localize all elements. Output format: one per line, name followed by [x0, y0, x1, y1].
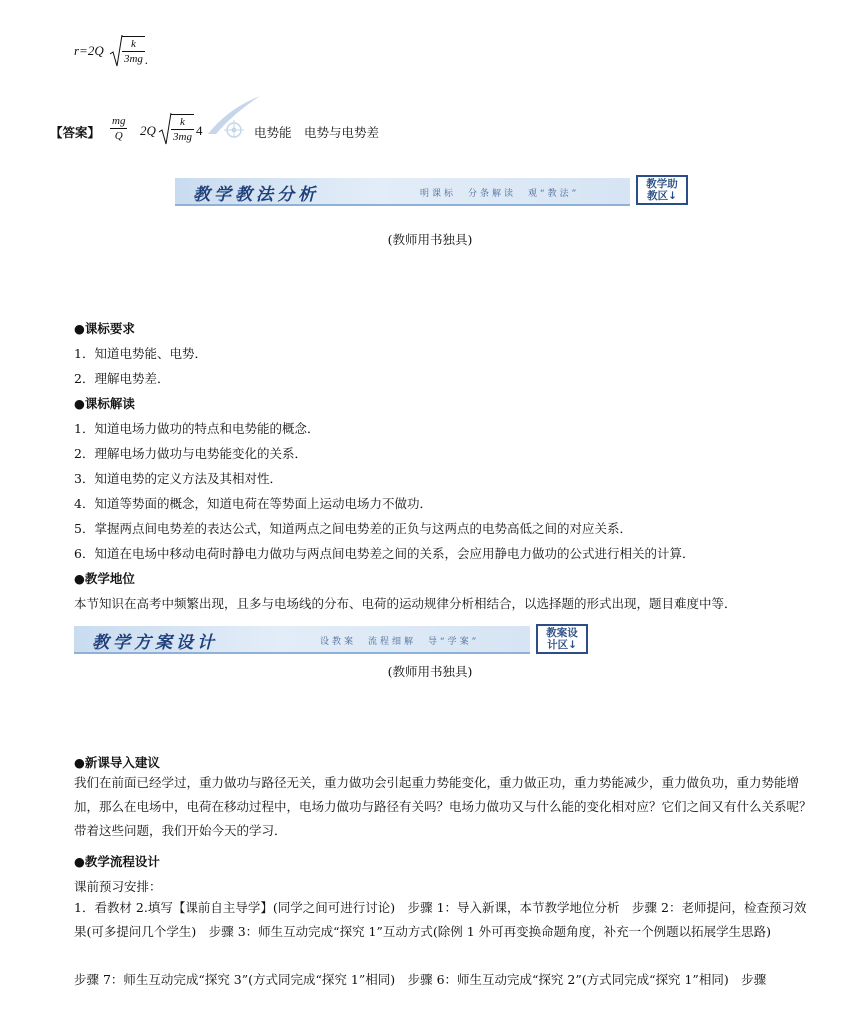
new-lesson-intro-text: 我们在前面已经学过，重力做功与路径无关，重力做功会引起重力势能变化，重力做正功，重力势能减少，重力做负功，重力势能增加，那么在电场中，电荷在移动过程中，电场力做功与路径有关吗？电场力做功又与什么能的变化相对应？它们之间又有什么关系呢？带着这些问题，我们开始今天的学习． — [74, 775, 812, 838]
formula-r — [74, 34, 148, 68]
list-item: 5．掌握两点间电势差的表达公式，知道两点之间电势差的正负与这两点的电势高低之间的对应关系． — [74, 521, 632, 536]
heading-teaching-flow: ●教学流程设计 — [74, 854, 160, 869]
list-item: 1．知道电势能、电势． — [74, 346, 207, 361]
answer-fraction — [110, 114, 127, 143]
answer-text: 电势能 电势与电势差 — [254, 125, 380, 140]
radical-icon — [158, 112, 172, 146]
banner-subtitle: 明课标 分条解读 观“教法” — [420, 189, 580, 199]
banner-subtitle: 设教案 流程细解 导“学案” — [320, 637, 480, 647]
answer-four: 4 — [196, 123, 203, 138]
answer-sqrt-den: 3mg — [173, 131, 192, 143]
answer-frac-den: Q — [110, 128, 127, 143]
radical-icon — [109, 34, 123, 68]
formula-r-den: 3mg — [123, 53, 143, 65]
list-item: 1．知道电场力做功的特点和电势能的概念． — [74, 421, 320, 436]
teacher-only-note: (教师用书独具) — [387, 664, 473, 679]
answer-frac-num: mg — [112, 115, 126, 127]
formula-r-num: k — [131, 38, 136, 50]
badge-line-2: 教区↓ — [647, 190, 677, 202]
heading-teaching-status: ●教学地位 — [74, 571, 135, 586]
list-item: 3．知道电势的定义方法及其相对性． — [74, 471, 282, 486]
answer-label: 【答案】 — [50, 125, 101, 140]
teaching-status-text: 本节知识在高考中频繁出现，且多与电场线的分布、电荷的运动规律分析相结合，以选择题的形式出现，题目难度中等． — [74, 596, 737, 611]
flow-intro: 课前预习安排： — [74, 879, 162, 894]
list-item: 6．知道在电场中移动电荷时静电力做功与两点间电势差之间的关系，会应用静电力做功的公式进行相关的计算． — [74, 546, 695, 561]
badge-teaching-help[interactable] — [636, 175, 688, 205]
banner-title: 教学教法分析 — [193, 185, 319, 205]
banner-teaching-analysis — [175, 178, 630, 206]
list-item: 4．知道等势面的概念，知道电荷在等势面上运动电场力不做功． — [74, 496, 432, 511]
banner-teaching-plan — [74, 626, 530, 654]
list-item: 2．理解电场力做功与电势能变化的关系． — [74, 446, 307, 461]
heading-new-lesson-intro: ●新课导入建议 — [74, 755, 160, 770]
list-item: 2．理解电势差． — [74, 371, 170, 386]
decorative-swoosh-icon — [202, 94, 262, 138]
badge-line-2: 计区↓ — [547, 639, 577, 651]
answer-sqrt-num: k — [180, 116, 185, 128]
answer-sqrt — [158, 112, 194, 146]
banner-title: 教学方案设计 — [92, 633, 218, 653]
badge-line-1: 教学助 — [646, 178, 678, 190]
badge-plan-design[interactable] — [536, 624, 588, 654]
formula-r-tail: . — [144, 52, 149, 67]
heading-curriculum-interpretation: ●课标解读 — [74, 396, 135, 411]
badge-line-1: 教案设 — [546, 627, 578, 639]
formula-r-lhs: r=2Q — [74, 43, 104, 58]
answer-2q: 2Q — [140, 123, 156, 138]
sqrt-symbol — [109, 34, 145, 68]
teacher-only-note: (教师用书独具) — [387, 232, 473, 247]
flow-paragraph-1: 1．看教材 2.填写【课前自主导学】(同学之间可进行讨论) 步骤 1：导入新课，本节教学地位分析 步骤 2：老师提问，检查预习效果(可多提问几个学生) 步骤 3：师生互动完成“探究 1”互动方式(除例 1 外可再变换命题角度，补充一个例题以拓展学生思路) — [74, 900, 807, 939]
flow-paragraph-2: 步骤 7：师生互动完成“探究 3”(方式同完成“探究 1”相同) 步骤 6：师生互动完成“探究 2”(方式同完成“探究 1”相同) 步骤 — [74, 972, 767, 987]
heading-curriculum-requirements: ●课标要求 — [74, 321, 135, 336]
